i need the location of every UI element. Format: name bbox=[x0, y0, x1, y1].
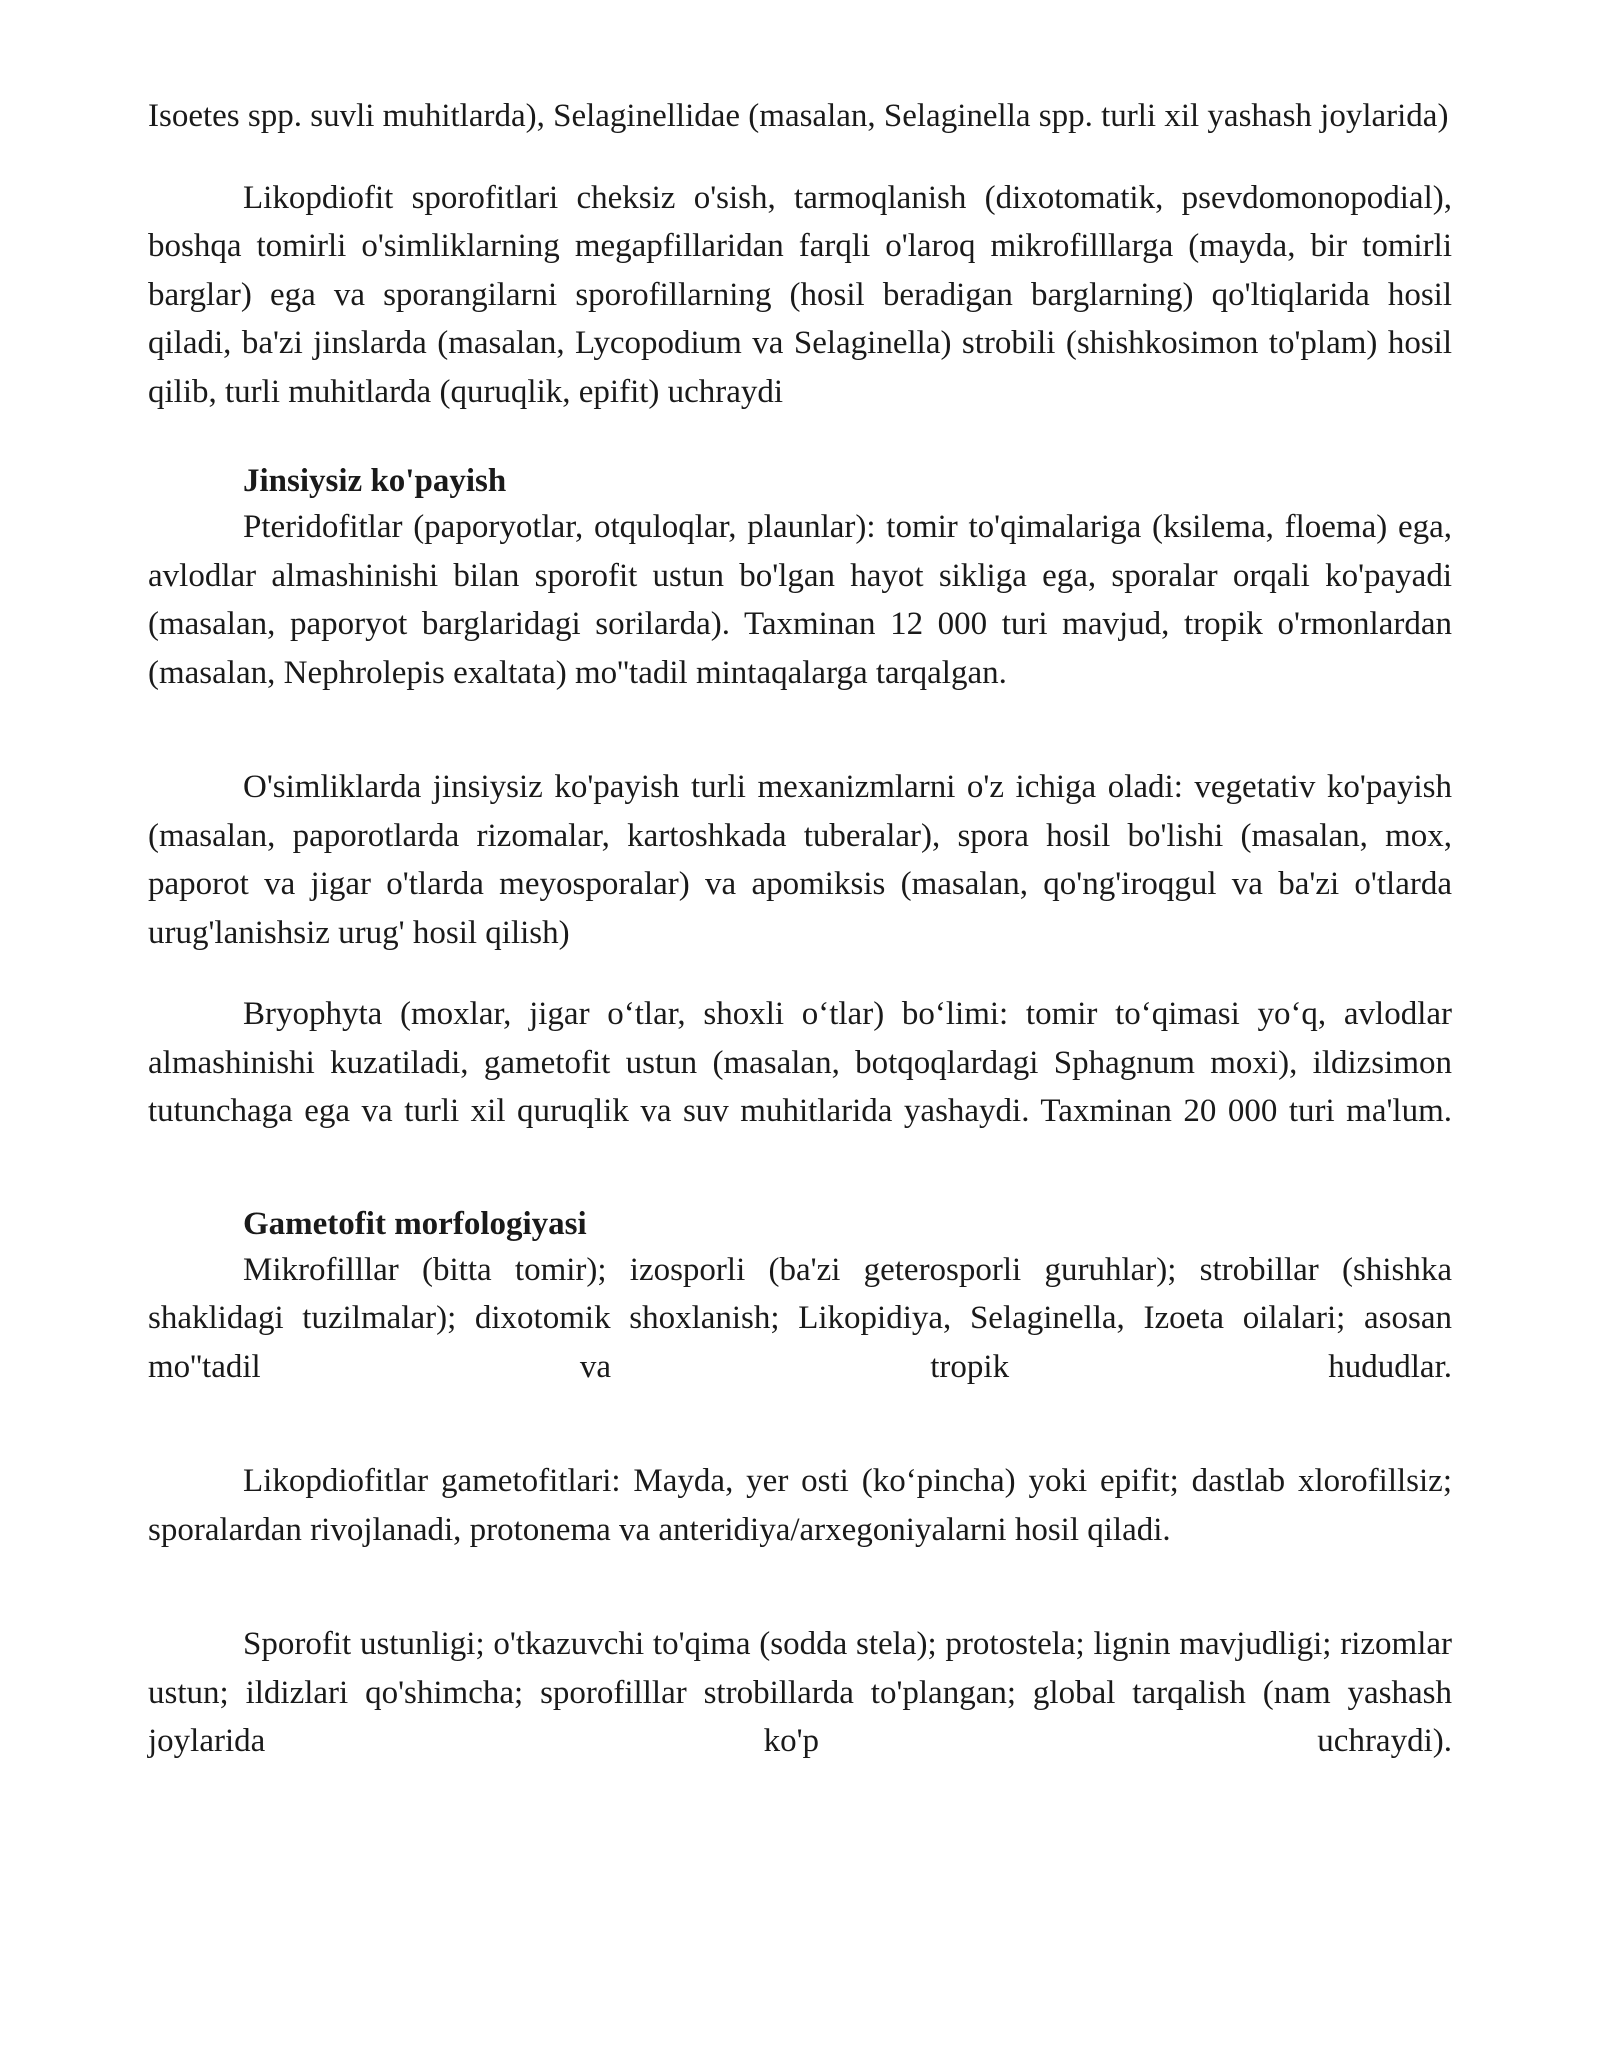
paragraph-likopdiofit-sporofitlari: Likopdiofit sporofitlari cheksiz o'sish, tarmoqlanish (dixotomatik, psevdomonopodial), boshqa tomirli o'simliklarning megapfillaridan farqli o'laroq mikrofilllarga (mayda, bir tomirli barglar) ega va sporangilarni sporofillarning (hosil beradigan barglarning) qo'ltiqlarida hosil qiladi, ba'zi jinslarda (masalan, Lycopodium va Selaginella) strobili (shishkosimon to'plam) hosil qilib, turli muhitlarda (quruqlik, epifit) uchraydi bbox=[148, 179, 1452, 410]
paragraph-gametofitlar: Likopdiofitlar gametofitlari: Mayda, yer osti (ko‘pincha) yoki epifit; dastlab xlorofillsiz; sporalardan rivojlanadi, protonema va anteridiya/arxegoniyalarni hosil qiladi. bbox=[148, 1463, 1452, 1548]
paragraph-mikrofilllar: Mikrofilllar (bitta tomir); izosporli (ba'zi geterosporli guruhlar); strobillar (shishka shaklidagi tuzilmalar); dixotomik shoxlanish; Likopidiya, Selaginella, Izoeta oilalari; asosan mo''tadil va tropik hududlar. bbox=[148, 1251, 1452, 1385]
paragraph-sporofit-ustunligi: Sporofit ustunligi; o'tkazuvchi to'qima (sodda stela); protostela; lignin mavjudligi; rizomlar ustun; ildizlari qo'shimcha; sporofilllar strobillarda to'plangan; global tarqalish (nam yashash joylarida ko'p uchraydi). bbox=[148, 1626, 1452, 1759]
heading-gametofit-morfologiyasi: Gametofit morfologiyasi bbox=[243, 1205, 587, 1242]
paragraph-isoetes: Isoetes spp. suvli muhitlarda), Selaginellidae (masalan, Selaginella spp. turli xil yashash joylarida) bbox=[148, 98, 1449, 134]
paragraph-jinsiysiz-mexanizmlar: O'simliklarda jinsiysiz ko'payish turli mexanizmlarni o'z ichiga oladi: vegetativ ko'payish (masalan, paporotlarda rizomalar, kartoshkada tuberalar), spora hosil bo'lishi (masalan, mox, paporot va jigar o'tlarda meyosporalar) va apomiksis (masalan, qo'ng'iroqgul va ba'zi o'tlarda urug'lanishsiz urug' hosil qilish) bbox=[148, 769, 1452, 951]
heading-jinsiysiz-kopayish: Jinsiysiz ko'payish bbox=[243, 463, 507, 499]
paragraph-bryophyta: Bryophyta (moxlar, jigar o‘tlar, shoxli o‘tlar) bo‘limi: tomir to‘qimasi yo‘q, avlodlar almashinishi kuzatiladi, gametofit ustun (masalan, botqoqlardagi Sphagnum moxi), ildizsimon tutunchaga ega va turli xil quruqlik va suv muhitlarida yashaydi. Taxminan 20 000 turi ma'lum. bbox=[148, 996, 1452, 1129]
paragraph-pteridofitlar: Pteridofitlar (paporyotlar, otquloqlar, plaunlar): tomir to'qimalariga (ksilema, floema) ega, avlodlar almashinishi bilan sporofit ustun bo'lgan hayot sikliga ega, sporalar orqali ko'payadi (masalan, paporyot barglaridagi sorilarda). Taxminan 12 000 turi mavjud, tropik o'rmonlardan (masalan, Nephrolepis exaltata) mo''tadil mintaqalarga tarqalgan. bbox=[148, 509, 1452, 691]
document-page bbox=[148, 92, 1452, 1766]
